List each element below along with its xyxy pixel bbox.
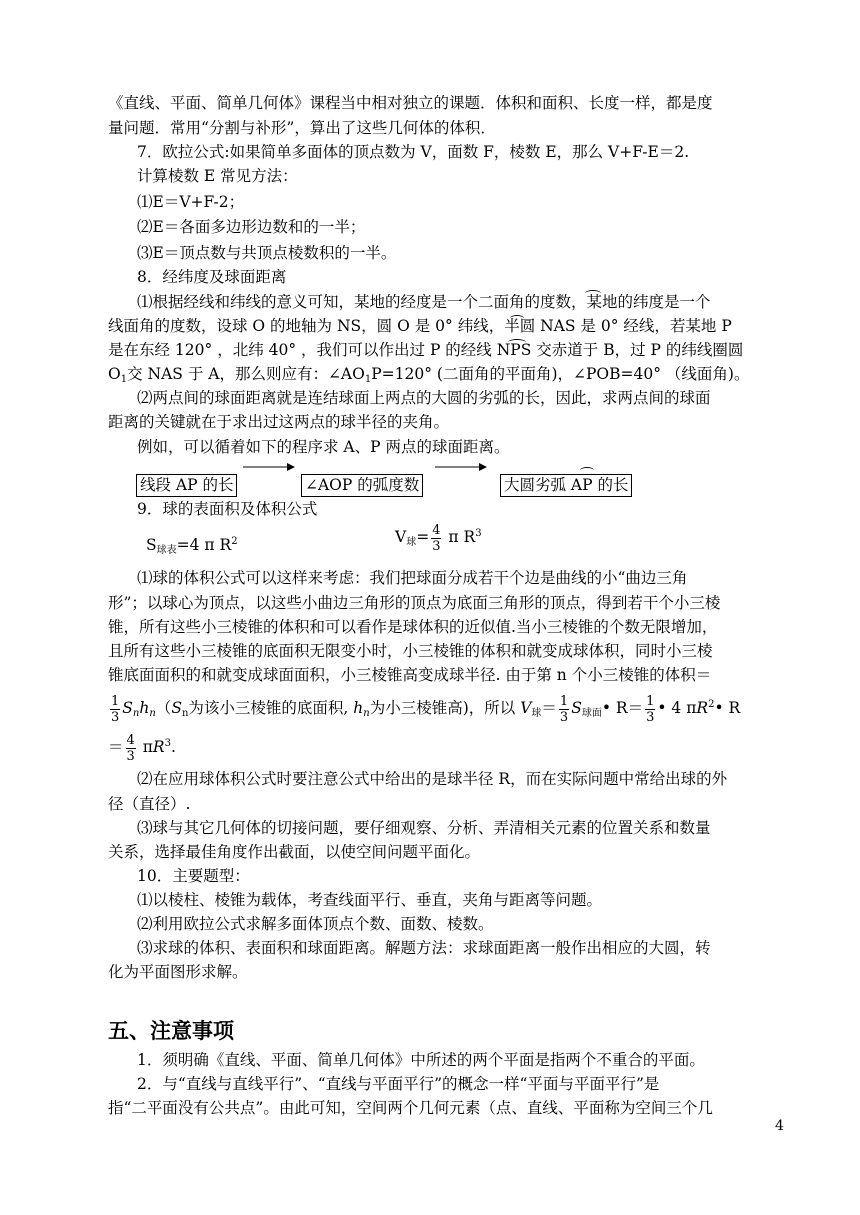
text-line: ⑴E＝V+F-2； xyxy=(137,193,245,211)
arc-mark xyxy=(580,467,594,474)
text-line: ⑵两点间的球面距离就是连结球面上两点的大圆的劣弧的长，因此，求两点间的球面 xyxy=(137,389,711,407)
text-line: ⑴根据经线和纬线的意义可知，某地的经度是一个二面角的度数，某地的纬度是一个 xyxy=(137,293,711,311)
text-line: 指“二平面没有公共点”。由此可知，空间两个几何元素（点、直线、平面称为空间三个几 xyxy=(108,1099,713,1117)
text-line: 锥底面面积的和就变成球面面积，小三棱锥高变成球半径. 由于第 n 个小三棱锥的体积＝ xyxy=(108,666,712,684)
text-line: 线面角的度数，设球 O 的地轴为 NS，圆 O 是 0° 纬线，半圆 NAS 是 0° 经线，若某地 P xyxy=(108,317,732,335)
text-line: $O_1$交 NAS 于 A，那么则应有：$\angle AO_1P=120^\circ$ (二面角的平面角)，∠POB=40° （线面角)。 xyxy=(108,365,750,385)
text-line: 2．与“直线与直线平行”、“直线与平面平行”的概念一样“平面与平面平行”是 xyxy=(137,1075,660,1093)
flow-box-ap-length: 线段 AP 的长 xyxy=(136,474,237,497)
text-line: 形”；以球心为顶点，以这些小曲边三角形的顶点为底面三角形的顶点，得到若干个小三棱 xyxy=(108,594,721,612)
page-number: 4 xyxy=(775,1118,784,1134)
section-title: 9．球的表面积及体积公式 xyxy=(137,500,318,518)
text-line: 锥，所有这些小三棱锥的体积和可以看作是球体积的近似值.当小三棱锥的个数无限增加， xyxy=(108,618,718,636)
flow-arrow xyxy=(435,462,487,472)
text-line: ⑶球与其它几何体的切接问题，要仔细观察、分析、弄清相关元素的位置关系和数量 xyxy=(137,819,711,837)
sphere-area-formula: $S_{球表}=4$ π $R^2$ xyxy=(146,536,238,556)
text-line: 且所有这些小三棱锥的底面积无限变小时，小三棱锥的体积和就变成球体积，同时小三棱 xyxy=(108,642,713,660)
sphere-volume-formula: $V_球=$ $\frac{4}{3}$ π $R^3$ xyxy=(395,522,482,554)
arc-mark xyxy=(510,315,524,322)
text-line: 是在东经 120° ，北纬 40° ，我们可以作出过 P 的经线 NPS 交赤道于 B，过 P 的纬线圈圆 xyxy=(108,341,744,359)
section-heading: 五、注意事项 xyxy=(108,1019,234,1043)
arc-mark xyxy=(585,290,601,297)
text-line: 计算棱数 E 常见方法： xyxy=(137,167,298,185)
text-line: ⑶求球的体积、表面积和球面距离。解题方法：求球面距离一般作出相应的大圆，转 xyxy=(137,939,711,957)
text-line: 例如，可以循着如下的程序求 A、P 两点的球面距离。 xyxy=(137,438,510,456)
text-line: ⑴以棱柱、棱锥为载体，考查线面平行、垂直，夹角与距离等问题。 xyxy=(137,891,603,909)
text-line: ⑵在应用球体积公式时要注意公式中给出的是球半径 R，而在实际问题中常给出球的外 xyxy=(137,770,728,788)
text-line: ⑶E＝顶点数与共顶点棱数积的一半。 xyxy=(137,244,397,262)
text-line: ⑵利用欧拉公式求解多面体顶点个数、面数、棱数。 xyxy=(137,915,494,933)
text-line: 化为平面图形求解。 xyxy=(108,963,248,981)
flow-box-angle: ∠AOP 的弧度数 xyxy=(301,474,423,497)
arc-mark xyxy=(508,339,526,346)
volume-derivation: $\frac{1}{3}$ $S_nh_n(S_n$为该小三棱锥的底面积, $h_n$为小三棱锥高)，所以 $V_球=$ $\frac{1}{3}$ $S_{球面}•$ R＝ $\frac{1}{3}$ • 4 $\pi R^2•$ R xyxy=(111,693,741,725)
text-line: 径（直径）. xyxy=(108,795,191,813)
text-line: 关系，选择最佳角度作出截面，以使空间问题平面化。 xyxy=(108,843,481,861)
text-line: 1．须明确《直线、平面、简单几何体》中所述的两个平面是指两个不重合的平面。 xyxy=(137,1051,705,1069)
volume-derivation-result: ＝ $\frac{4}{3}$ $\pi R^3$. xyxy=(108,732,176,764)
flow-arrow xyxy=(243,462,295,472)
text-line: 量问题．常用“分割与补形”，算出了这些几何体的体积． xyxy=(108,119,496,137)
text-line: 7．欧拉公式:如果简单多面体的顶点数为 V，面数 F，棱数 E，那么 V+F-E＝2. xyxy=(137,143,690,161)
text-line: ⑵E＝各面多边形边数和的一半； xyxy=(137,218,366,236)
text-line: ⑴球的体积公式可以这样来考虑：我们把球面分成若干个边是曲线的小“曲边三角 xyxy=(137,569,688,587)
flow-box-arc-length: 大圆劣弧 AP 的长 xyxy=(500,474,632,497)
section-title: 10．主要题型： xyxy=(137,867,250,885)
text-line: 距离的关键就在于求出过这两点的球半径的夹角。 xyxy=(108,413,450,431)
section-title: 8．经纬度及球面距离 xyxy=(137,268,287,286)
text-line: 《直线、平面、简单几何体》课程当中相对独立的课题．体积和面积、长度一样，都是度 xyxy=(108,94,713,112)
